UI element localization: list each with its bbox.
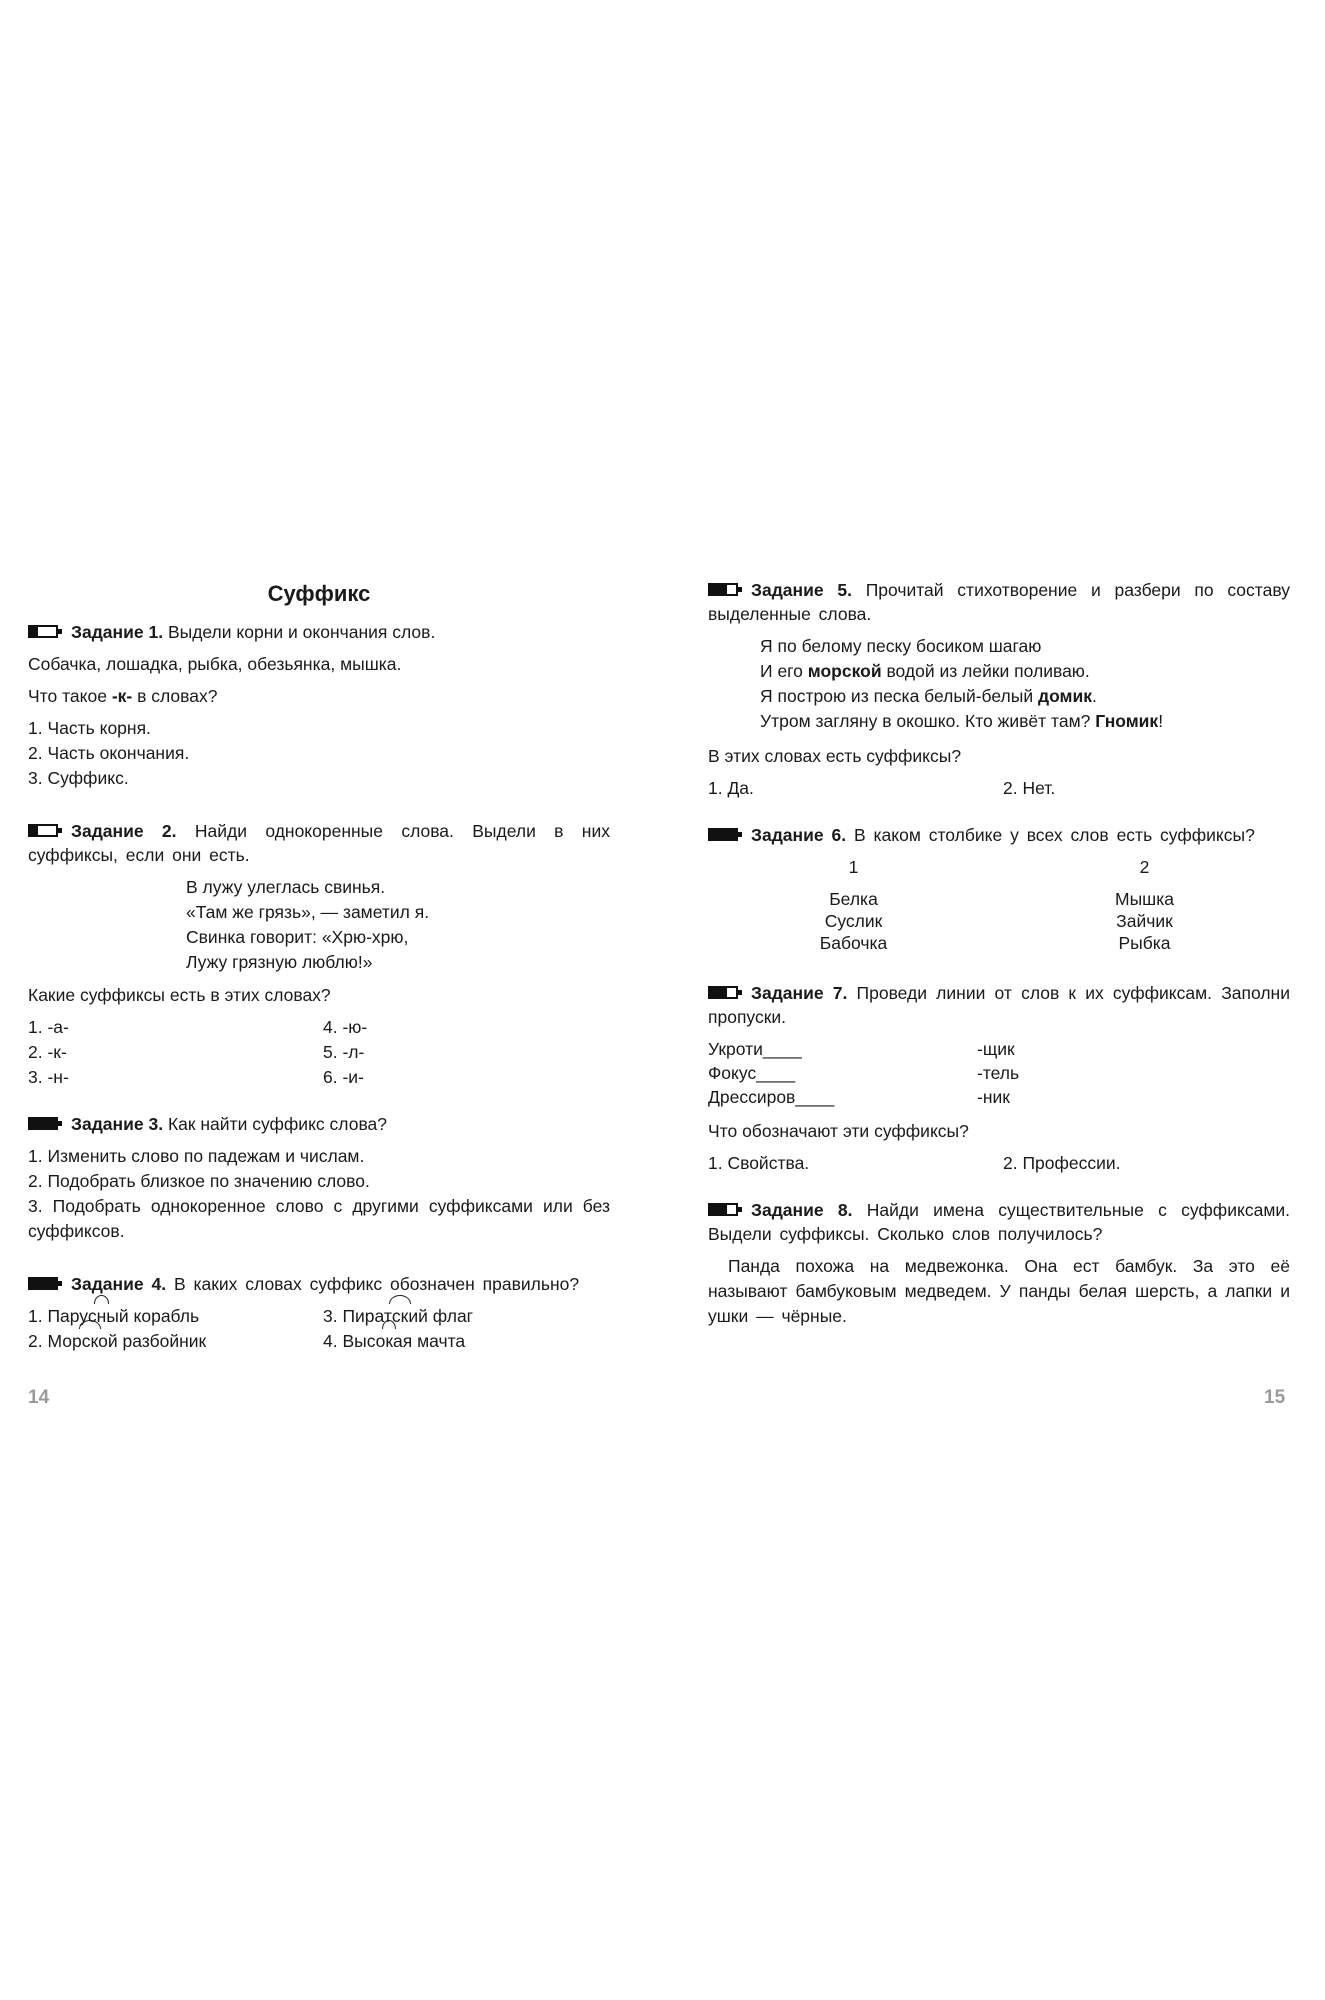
answer-options	[708, 1151, 1290, 1176]
answer-option: 4. Высокая мачта	[323, 1331, 466, 1351]
question: Что такое -к- в словах?	[28, 686, 218, 706]
passage: Панда похожа на медвежонка. Она ест бамбук. За это её называют бамбуковым медведем. У панды белая шерсть, а лапки и ушки — чёрные.	[708, 1256, 1290, 1326]
answer-option: 6. -и-	[323, 1067, 364, 1087]
task-text: В каком столбике у всех слов есть суффиксы?	[853, 825, 1255, 845]
task-8	[708, 1198, 1290, 1329]
right-page	[708, 578, 1290, 1329]
task-label: Задание 2.	[71, 821, 177, 841]
question: В этих словах есть суффиксы?	[708, 746, 962, 766]
task-text: Проведи линии от слов к их суффиксам. Заполни пропуски.	[708, 983, 1290, 1027]
task-text: Найди имена существительные с суффиксами. Выдели суффиксы. Сколько слов получилось?	[708, 1200, 1290, 1244]
task-label: Задание 8.	[751, 1200, 853, 1220]
difficulty-battery-icon	[28, 1275, 65, 1292]
poem-line: «Там же грязь», — заметил я.	[186, 902, 430, 922]
suffix-mark: к	[385, 1331, 394, 1351]
answer-option: 2. Часть окончания.	[28, 743, 190, 763]
answer-option: 1. -а-	[28, 1017, 69, 1037]
answer-option: 1. Свойства.	[708, 1153, 810, 1173]
answer-option: 4. -ю-	[323, 1017, 368, 1037]
task-label: Задание 3.	[71, 1114, 164, 1134]
task-label: Задание 6.	[751, 825, 847, 845]
task-text: Как найти суффикс слова?	[167, 1114, 388, 1134]
column-word: Суслик	[824, 911, 883, 931]
task-text: Найди однокоренные слова. Выдели в них суффиксы, если они есть.	[28, 821, 610, 865]
left-page	[28, 578, 610, 1354]
page-number-left: 14	[28, 1387, 50, 1408]
answer-options	[708, 776, 1290, 801]
poem-line: Лужу грязную люблю!»	[186, 952, 373, 972]
difficulty-battery-icon	[708, 826, 745, 843]
answer-options	[28, 716, 610, 791]
difficulty-battery-icon	[28, 1115, 65, 1132]
task-label: Задание 7.	[751, 983, 848, 1003]
suffix-mark: ск	[81, 1331, 99, 1351]
task-4	[28, 1272, 610, 1354]
answer-option: 2. -к-	[28, 1042, 67, 1062]
matching-table	[708, 1037, 1290, 1109]
task-7	[708, 981, 1290, 1176]
column-word: Мышка	[1115, 889, 1174, 909]
question: Что обозначают эти суффиксы?	[708, 1121, 969, 1141]
suffix-mark: н	[96, 1306, 107, 1326]
task-3	[28, 1112, 610, 1244]
answer-option: 1. Да.	[708, 778, 754, 798]
difficulty-battery-icon	[708, 984, 745, 1001]
word-with-blank: Укроти____	[708, 1039, 802, 1059]
suffix-option: -ник	[977, 1087, 1010, 1107]
difficulty-battery-icon	[28, 623, 65, 640]
poem-line: Я по белому песку босиком шагаю	[760, 636, 1042, 656]
column-word: Зайчик	[1116, 911, 1173, 931]
poem-line: Я построю из песка белый-белый домик.	[760, 686, 1097, 706]
word-with-blank: Фокус____	[708, 1063, 796, 1083]
task-6	[708, 823, 1290, 953]
answer-option: 3. Суффикс.	[28, 768, 129, 788]
poem-line: Утром загляну в окошко. Кто живёт там? Гномик!	[760, 711, 1164, 731]
column-word: Белка	[829, 889, 878, 909]
answer-option: 2. Профессии.	[1003, 1153, 1121, 1173]
suffix-mark: ск	[391, 1306, 409, 1326]
column-header: 2	[1139, 857, 1150, 877]
task-text: В каких словах суффикс обозначен правильно?	[173, 1274, 580, 1294]
task-text: Прочитай стихотворение и разбери по составу выделенные слова.	[708, 580, 1290, 624]
suffix-option: -тель	[977, 1063, 1020, 1083]
answer-options	[28, 1304, 610, 1354]
suffix-option: -щик	[977, 1039, 1015, 1059]
poem-line: В лужу улеглась свинья.	[186, 877, 386, 897]
column-word: Рыбка	[1118, 933, 1171, 953]
answer-option: 3. Пиратский флаг	[323, 1306, 474, 1326]
answer-option: 3. -н-	[28, 1067, 69, 1087]
poem-line: И его морской водой из лейки поливаю.	[760, 661, 1090, 681]
task-5	[708, 578, 1290, 801]
page-title: Суффикс	[267, 581, 371, 606]
column-2	[999, 855, 1290, 953]
answer-option: 3. Подобрать однокоренное слово с другими суффиксами или без суффиксов.	[28, 1196, 610, 1241]
word-list: Собачка, лошадка, рыбка, обезьянка, мышка.	[28, 654, 402, 674]
word-with-blank: Дрессиров____	[708, 1087, 835, 1107]
task-label: Задание 4.	[71, 1274, 167, 1294]
answer-option: 1. Парусный корабль	[28, 1306, 200, 1326]
task-2	[28, 819, 610, 1090]
answer-options	[28, 1144, 610, 1244]
poem-line: Свинка говорит: «Хрю-хрю,	[186, 927, 409, 947]
poem	[708, 634, 1290, 734]
answer-option: 1. Часть корня.	[28, 718, 151, 738]
answer-option: 2. Нет.	[1003, 778, 1056, 798]
answer-options	[28, 1015, 610, 1090]
column-1	[708, 855, 999, 953]
column-header: 1	[848, 857, 859, 877]
column-word: Бабочка	[819, 933, 888, 953]
page-number-right: 15	[1264, 1387, 1286, 1408]
task-label: Задание 1.	[71, 622, 164, 642]
answer-option: 2. Морской разбойник	[28, 1331, 207, 1351]
task-label: Задание 5.	[751, 580, 852, 600]
answer-option: 1. Изменить слово по падежам и числам.	[28, 1146, 365, 1166]
difficulty-battery-icon	[708, 581, 745, 598]
task-1	[28, 620, 610, 791]
task-text: Выдели корни и окончания слов.	[167, 622, 436, 642]
difficulty-battery-icon	[708, 1201, 745, 1218]
answer-option: 5. -л-	[323, 1042, 365, 1062]
difficulty-battery-icon	[28, 822, 65, 839]
question: Какие суффиксы есть в этих словах?	[28, 985, 331, 1005]
answer-option: 2. Подобрать близкое по значению слово.	[28, 1171, 370, 1191]
poem	[28, 875, 610, 975]
word-columns	[708, 855, 1290, 953]
